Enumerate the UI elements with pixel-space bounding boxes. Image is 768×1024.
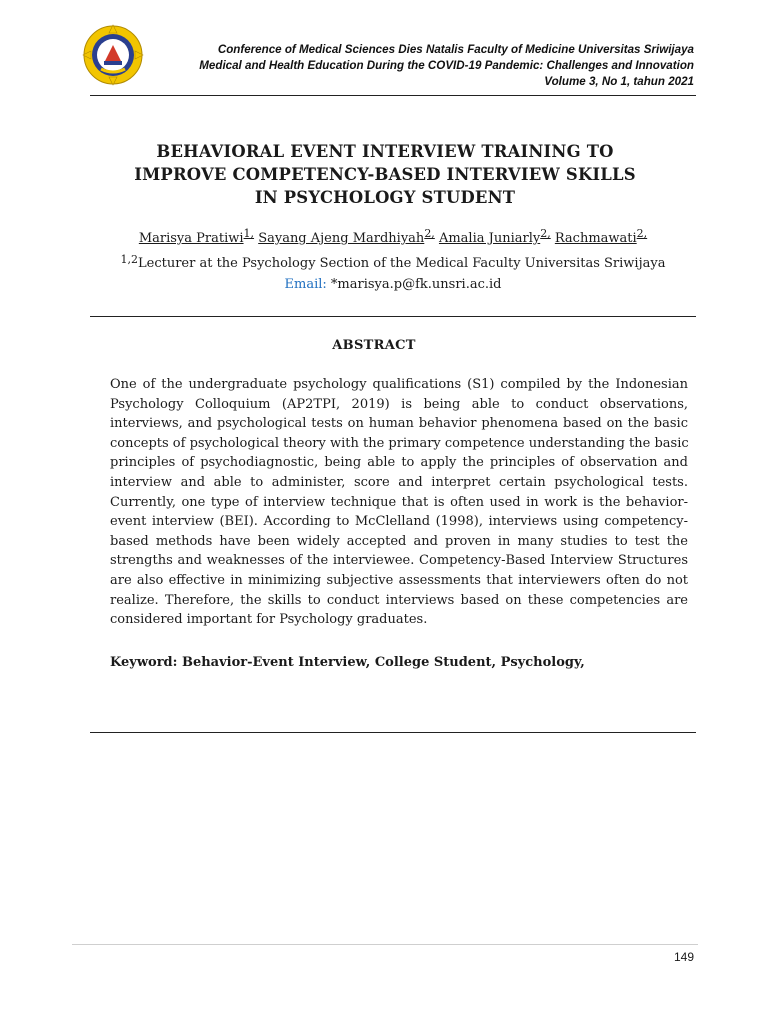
abstract-line: strengths and weaknesses of the interviewee. Competency-Based Interview Structures: [110, 553, 688, 569]
author-affiliation-mark: 2,: [636, 227, 648, 240]
abstract-divider-bottom: [90, 732, 696, 733]
title-line-3: IN PSYCHOLOGY STUDENT: [254, 188, 516, 207]
abstract-line: interview and able to administer, score and interpret certain psychological tests.: [110, 474, 688, 490]
author-list: [90, 227, 696, 248]
author-name: Rachmawati: [554, 231, 637, 246]
affiliation: [90, 255, 696, 273]
email-address[interactable]: *marisya.p@fk.unsri.ac.id: [330, 277, 502, 292]
abstract-line: principles of psychodiagnostic, being able to apply the principles of observation and: [110, 455, 688, 471]
header-line-1: Conference of Medical Sciences Dies Natalis Faculty of Medicine Universitas Sriwijaya: [217, 43, 694, 56]
author-name: Amalia Juniarly: [438, 231, 541, 246]
footer-divider: [72, 944, 698, 945]
page-number: 149: [673, 950, 694, 964]
title-line-2: IMPROVE COMPETENCY-BASED INTERVIEW SKILLS: [134, 165, 636, 184]
paper-title: [90, 140, 680, 209]
abstract-line: Currently, one type of interview technique that is often used in work is the behavior-: [110, 494, 688, 510]
abstract-line: concepts of psychological theory with the primary competence understanding the basic: [110, 435, 689, 451]
abstract-line: event interview (BEI). According to McClelland (1998), interviews using competency-: [110, 514, 688, 530]
author-affiliation-mark: 2,: [424, 227, 435, 240]
affiliation-mark: 1,2: [120, 253, 139, 266]
author-affiliation-mark: 1,: [243, 227, 255, 240]
abstract-line: considered important for Psychology graduates.: [110, 612, 428, 628]
header-divider: [90, 95, 696, 96]
abstract-line: Psychology Colloquium (AP2TPI, 2019) is being able to conduct observations,: [110, 396, 688, 412]
email-label: Email:: [284, 277, 327, 292]
title-line-1: BEHAVIORAL EVENT INTERVIEW TRAINING TO: [156, 142, 614, 161]
header-line-3: Volume 3, No 1, tahun 2021: [544, 75, 694, 88]
header-line-2: Medical and Health Education During the COVID-19 Pandemic: Challenges and Innovation: [199, 59, 694, 72]
abstract-line: based methods have been widely accepted and proven in many studies to test the: [110, 533, 688, 549]
author-name: Marisya Pratiwi: [138, 231, 244, 246]
abstract-line: realize. Therefore, the skills to conduct interviews based on these competencies are: [110, 592, 688, 608]
keywords: Keyword: Behavior-Event Interview, College Student, Psychology,: [110, 655, 585, 670]
abstract-divider-top: [90, 316, 696, 317]
abstract-line: are also effective in minimizing subjective assessments that interviewers often do not: [110, 572, 688, 588]
author-name: Sayang Ajeng Mardhiyah: [258, 231, 425, 246]
affiliation-text: Lecturer at the Psychology Section of the Medical Faculty Universitas Sriwijaya: [138, 256, 666, 271]
abstract-heading: ABSTRACT: [332, 338, 416, 353]
conference-header: [134, 42, 694, 90]
abstract-line: interviews, and psychological tests on human behavior phenomena based on the basic: [110, 416, 688, 432]
author-affiliation-mark: 2,: [540, 227, 551, 240]
abstract-line: One of the undergraduate psychology qualifications (S1) compiled by the Indonesian: [110, 377, 688, 392]
abstract-body: [110, 375, 688, 630]
contact-email: [90, 276, 696, 294]
